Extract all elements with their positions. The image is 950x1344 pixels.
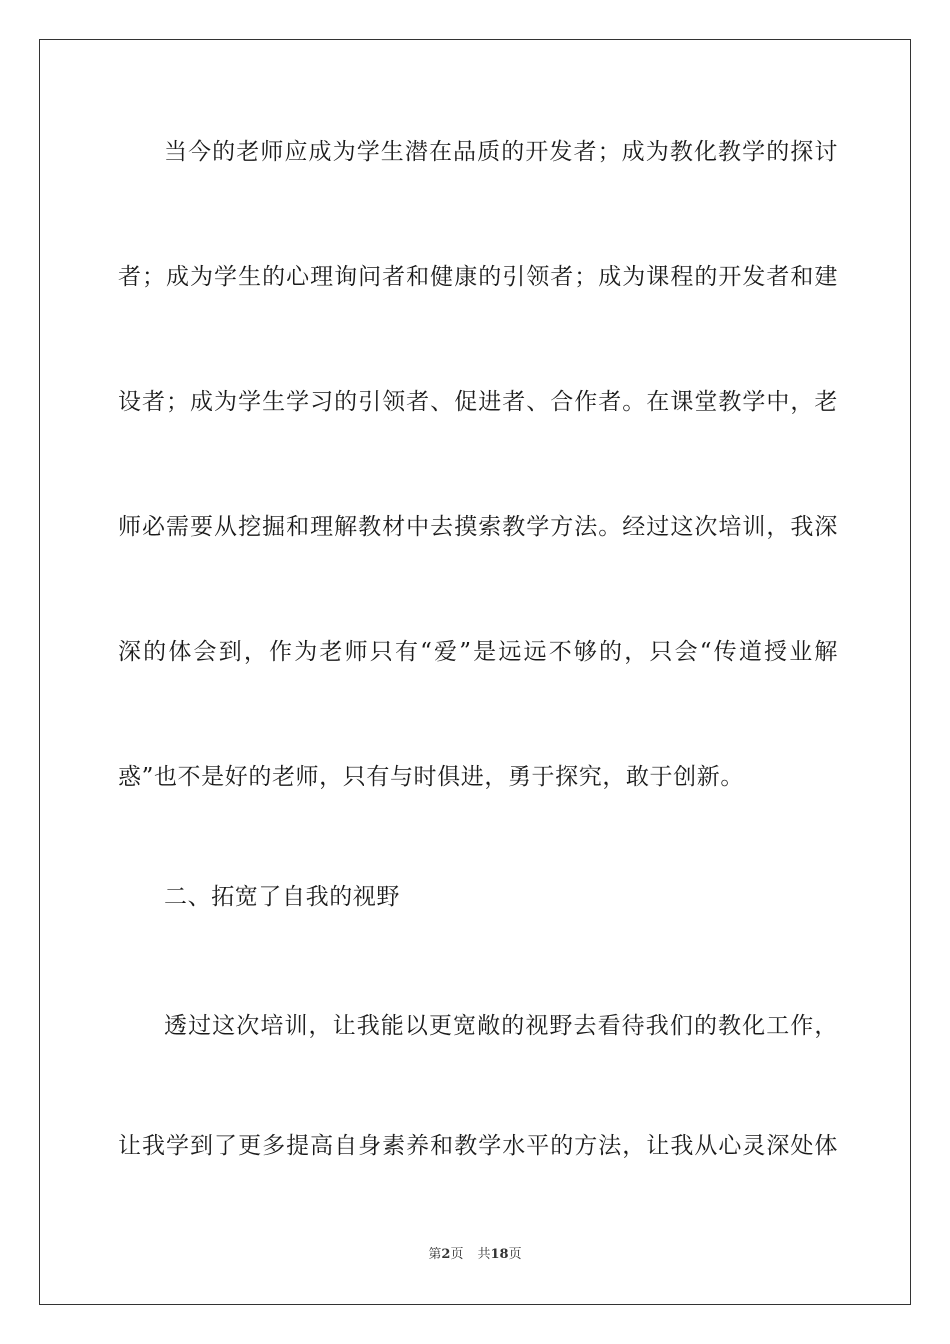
paragraph-line: 设者；成为学生学习的引领者、促进者、合作者。在课堂教学中，老 [118, 389, 838, 415]
paragraph-line: 透过这次培训，让我能以更宽敞的视野去看待我们的教化工作， [164, 1013, 838, 1039]
paragraph-line: 当今的老师应成为学生潜在品质的开发者；成为教化教学的探讨 [164, 139, 838, 165]
paragraph-line: 师必需要从挖掘和理解教材中去摸索教学方法。经过这次培训，我深 [118, 514, 838, 540]
page-number: 2 [441, 1247, 451, 1262]
page-frame [39, 39, 911, 1305]
page-prefix: 第 [428, 1247, 442, 1262]
total-suffix: 页 [508, 1247, 522, 1262]
section-heading: 二、拓宽了自我的视野 [164, 884, 400, 910]
paragraph-line: 惑”也不是好的老师，只有与时俱进，勇于探究，敢于创新。 [118, 764, 744, 790]
paragraph-line: 让我学到了更多提高自身素养和教学水平的方法，让我从心灵深处体 [118, 1133, 838, 1159]
paragraph-line: 深的体会到，作为老师只有“爱”是远远不够的，只会“传道授业解 [118, 639, 838, 665]
total-pages: 18 [490, 1247, 509, 1262]
page-suffix: 页 [450, 1247, 464, 1262]
paragraph-line: 者；成为学生的心理询问者和健康的引领者；成为课程的开发者和建 [118, 264, 838, 290]
page-footer [0, 1247, 950, 1263]
total-prefix: 共 [477, 1247, 491, 1262]
